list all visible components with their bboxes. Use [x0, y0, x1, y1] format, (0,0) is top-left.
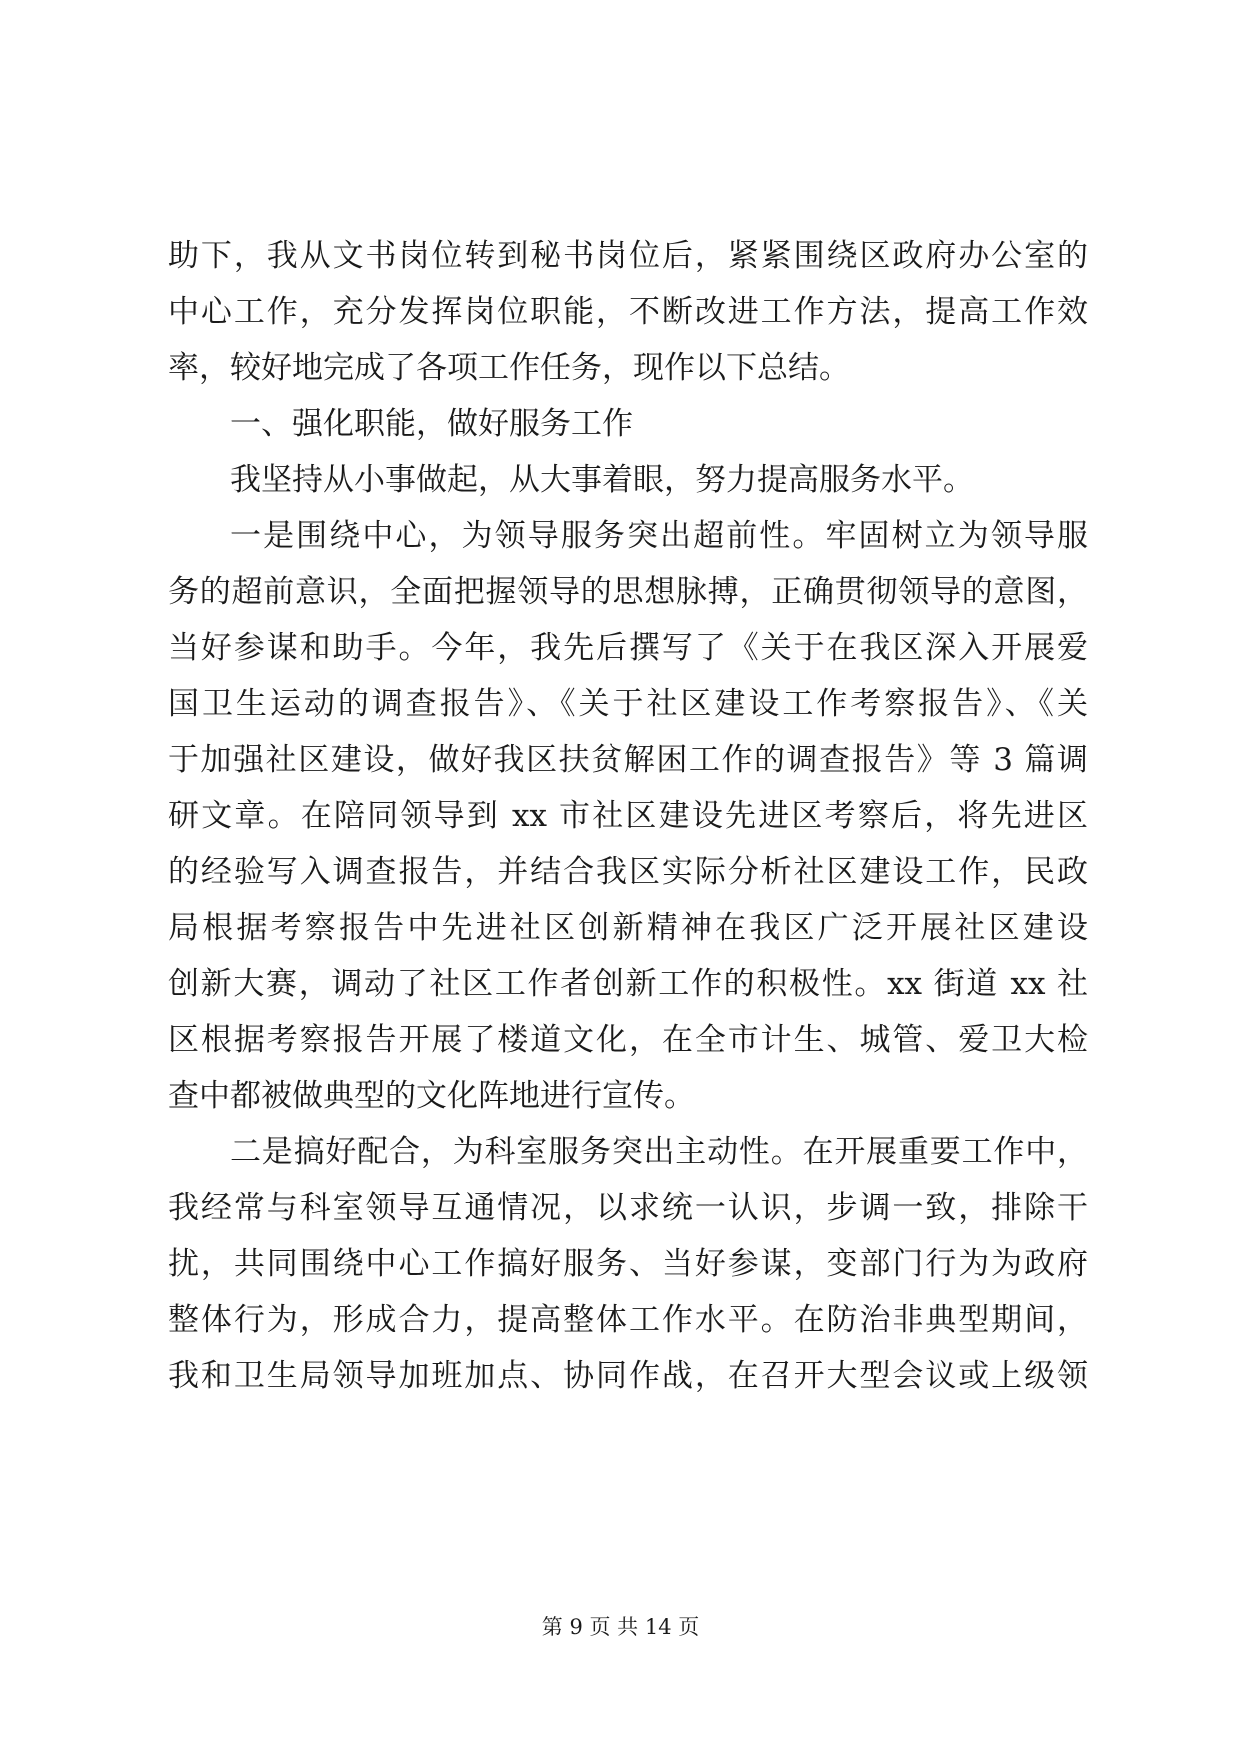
text-line: 查中都被做典型的文化阵地进行宣传。: [168, 1078, 695, 1114]
text-line: 务的超前意识，全面把握领导的思想脉搏，正确贯彻领导的意图，: [168, 574, 1088, 610]
page-number-footer: 第 9 页 共 14 页: [541, 1615, 700, 1639]
text-line: 助下，我从文书岗位转到秘书岗位后，紧紧围绕区政府办公室的: [168, 238, 1088, 274]
text-line: 率，较好地完成了各项工作任务，现作以下总结。: [168, 350, 850, 386]
text-line: 我坚持从小事做起，从大事着眼，努力提高服务水平。: [230, 462, 974, 498]
text-line: 一是围绕中心，为领导服务突出超前性。牢固树立为领导服: [230, 518, 1088, 554]
section-heading: 一、强化职能，做好服务工作: [230, 406, 633, 442]
text-line: 我和卫生局领导加班加点、协同作战，在召开大型会议或上级领: [168, 1358, 1088, 1394]
text-line: 国卫生运动的调查报告》、《关于社区建设工作考察报告》、《关: [168, 686, 1088, 722]
text-line: 的经验写入调查报告，并结合我区实际分析社区建设工作，民政: [168, 854, 1088, 890]
text-line: 我经常与科室领导互通情况，以求统一认识，步调一致，排除干: [168, 1190, 1088, 1226]
text-line: 区根据考察报告开展了楼道文化，在全市计生、城管、爱卫大检: [168, 1022, 1088, 1058]
text-line: 中心工作，充分发挥岗位职能，不断改进工作方法，提高工作效: [168, 294, 1088, 330]
text-line: 研文章。在陪同领导到 xx 市社区建设先进区考察后，将先进区: [168, 798, 1088, 834]
text-line: 整体行为，形成合力，提高整体工作水平。在防治非典型期间，: [168, 1302, 1088, 1338]
document-body: [168, 228, 1088, 1404]
text-line: 局根据考察报告中先进社区创新精神在我区广泛开展社区建设: [168, 910, 1088, 946]
text-line: 扰，共同围绕中心工作搞好服务、当好参谋，变部门行为为政府: [168, 1246, 1088, 1282]
text-line: 创新大赛，调动了社区工作者创新工作的积极性。xx 街道 xx 社: [168, 966, 1088, 1002]
text-line: 于加强社区建设，做好我区扶贫解困工作的调查报告》等 3 篇调: [168, 742, 1088, 778]
text-line: 二是搞好配合，为科室服务突出主动性。在开展重要工作中，: [230, 1134, 1088, 1170]
text-line: 当好参谋和助手。今年，我先后撰写了《关于在我区深入开展爱: [168, 630, 1088, 666]
